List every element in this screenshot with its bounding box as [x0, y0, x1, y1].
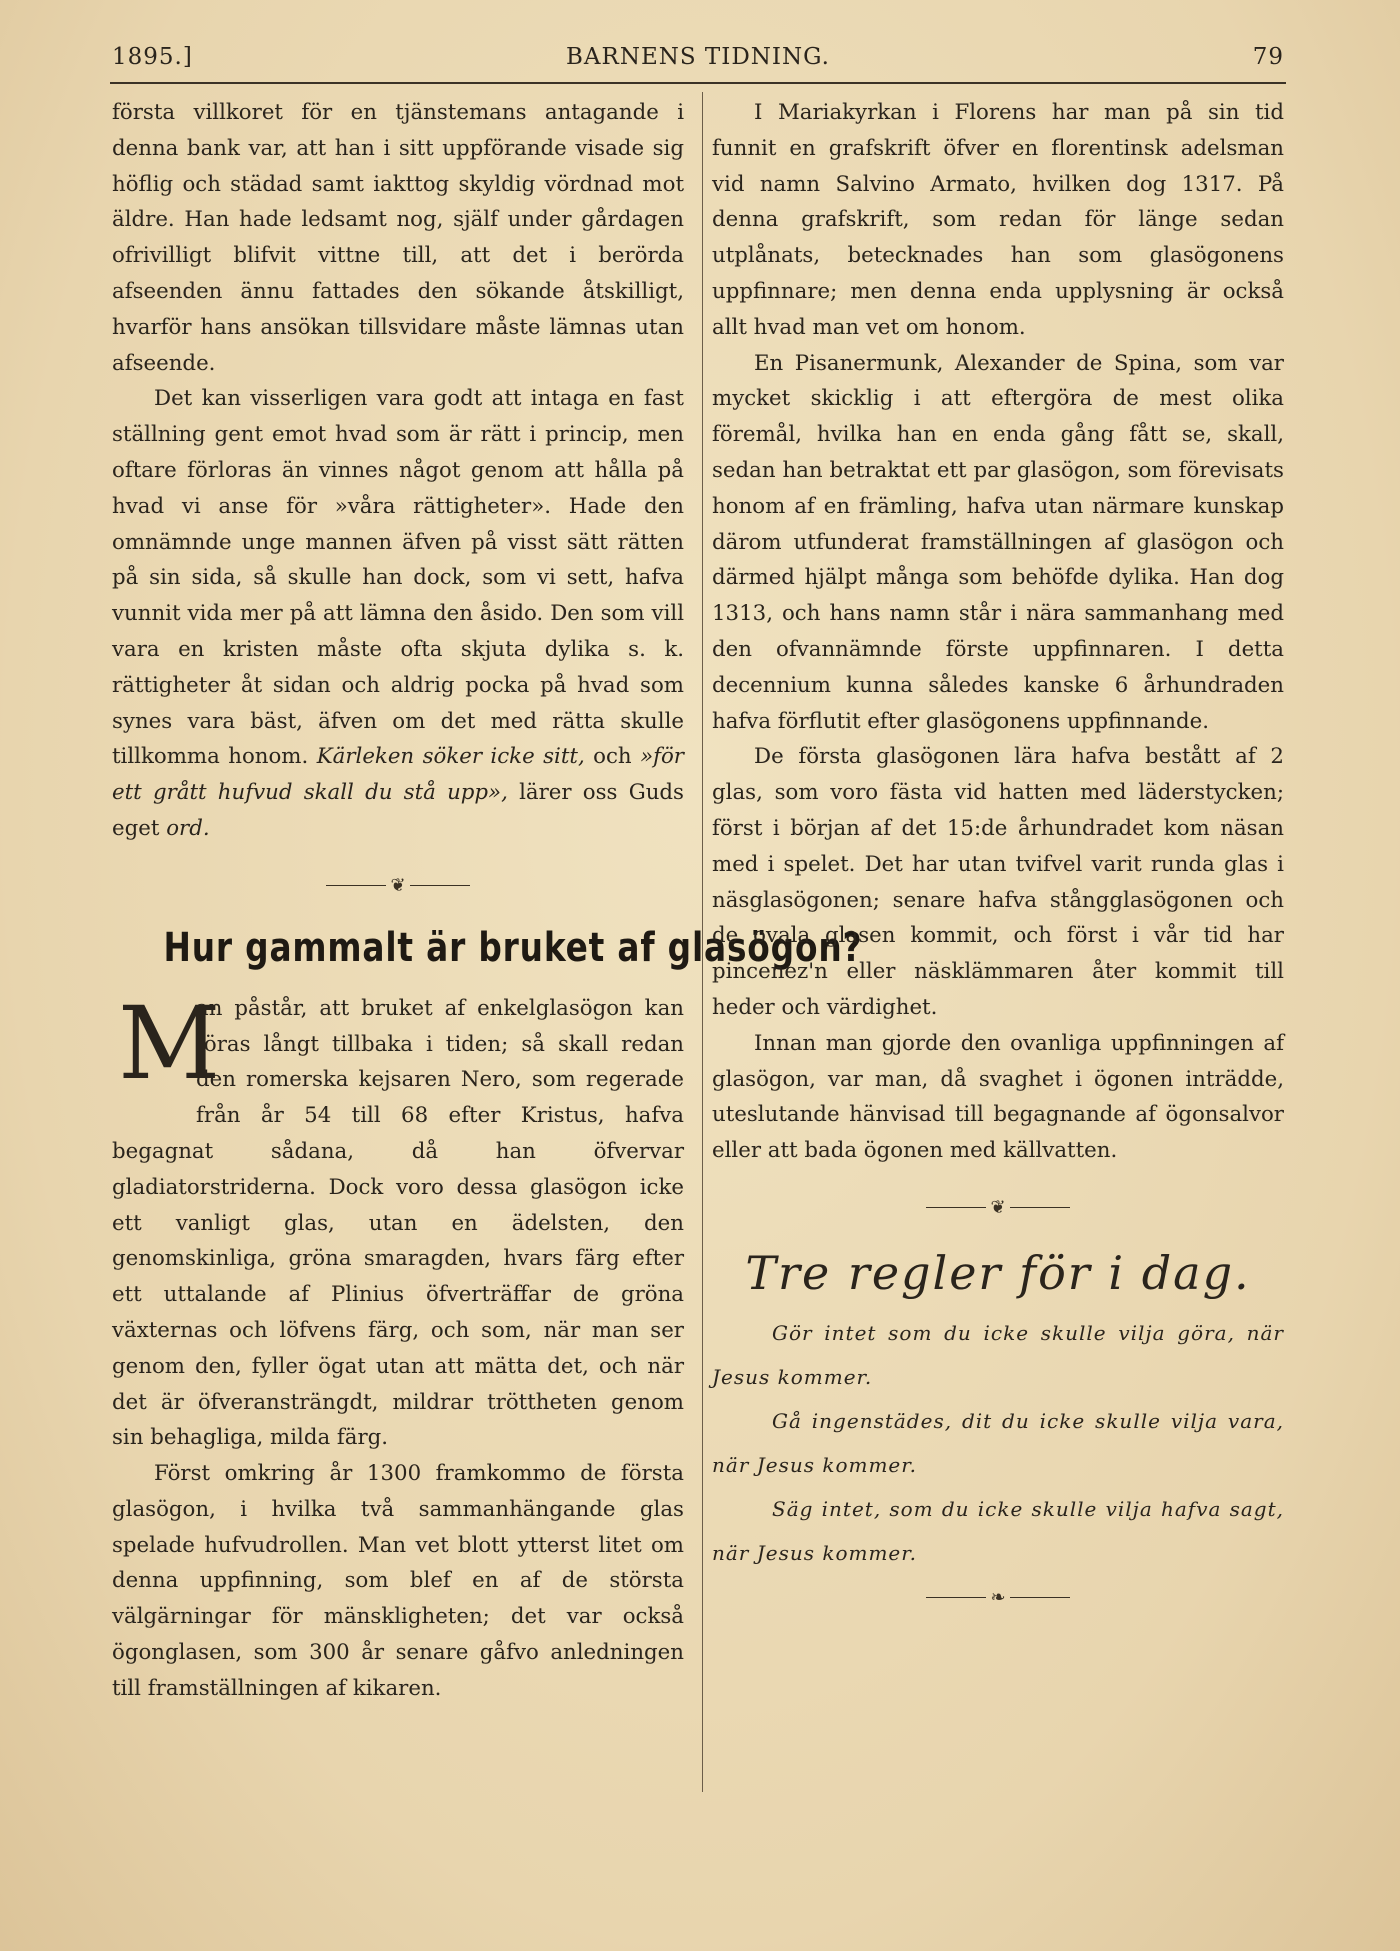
rule-line: Gå ingenstädes, dit du icke skulle vilja vara, när Jesus kommer.: [712, 1408, 1284, 1477]
paragraph-text: an påstår, att bruket af enkelglasögon kan föras långt tillbaka i tiden; så skall redan den romerska kejsaren Nero, som regerade från år 54 till 68 efter Kristus, hafva begagnat sådana, då han öfvervar gladiatorstriderna. Dock voro dessa glasögon icke ett vanligt glas, utan en ädelsten, den genomskinliga, gröna smaragden, hvars färg efter ett uttalande af Plinius öfverträffar de gröna växternas och löfvens färg, och som, när man ser genom den, fyller ögat utan att mätta det, och när det är öfveransträngdt, mildrar tröttheten genom sin behagliga, milda färg.: [112, 995, 684, 1451]
article-title: Hur gammalt är bruket af glasögon?: [163, 924, 863, 971]
rules-title: Tre regler för i dag.: [745, 1245, 1251, 1300]
header-year: 1895.]: [112, 44, 193, 70]
header-page-number: 79: [1252, 44, 1284, 70]
section-separator: [112, 871, 684, 901]
italic-word: ord.: [166, 815, 210, 841]
ornament-icon: ❦: [990, 1196, 1006, 1218]
paragraph: [112, 984, 684, 1456]
ornament-icon: ❧: [990, 1586, 1006, 1608]
separator-line: [326, 885, 386, 886]
left-column: [112, 95, 863, 1707]
separator-line: [1010, 1207, 1070, 1208]
rule-line: Säg intet, som du icke skulle vilja hafva sagt, när Jesus kommer.: [712, 1496, 1284, 1565]
separator-line: [1010, 1597, 1070, 1598]
separator-line: [410, 885, 470, 886]
paragraph: första villkoret för en tjänstemans antagande i denna bank var, att han i sitt uppförande visade sig höflig och städad samt iakttog skyldig vördnad mot äldre. Han hade ledsamt nog, själf under gårdagen ofrivilligt blifvit vittne till, att det i berörda afseenden ännu fattades den sökande åtskilligt, hvarför hans ansökan tillsvidare måste lämnas utan afseende.: [112, 100, 684, 376]
separator-line: [926, 1207, 986, 1208]
end-separator: [712, 1583, 1284, 1613]
italic-quote: Kärleken söker icke sitt,: [316, 744, 585, 770]
drop-cap: [112, 984, 221, 1103]
page-header: [112, 44, 1284, 78]
drop-cap-letter: M: [118, 984, 221, 1102]
header-title: BARNENS TIDNING.: [565, 44, 830, 70]
paragraph: En Pisanermunk, Alexander de Spina, som var mycket skicklig i att eftergöra de mest olika föremål, hvilka han en enda gång fått se, skall, sedan han betraktat ett par glasögon, som förevisats honom af en främling, hafva utan närmare kunskap därom utfunderat framställningen af glasögon och därmed hjälpt många som behöfde dylika. Han dog 1313, och hans namn står i nära sammanhang med den ofvannämnde förste uppfinnaren. I detta decennium kunna således kanske 6 århundraden hafva förflutit efter glasögonens uppfinnande.: [712, 350, 1284, 734]
header-rule: [110, 82, 1286, 84]
paragraph-text: Det kan visserligen vara godt att intaga en fast ställning gent emot hvad som är rätt i princip, men oftare förloras än vinnes något genom att hålla på hvad vi anse för »våra rättigheter». Hade den omnämnde unge mannen äfven på visst sätt rätten på sin sida, så skulle han dock, som vi sett, hafva vunnit vida mer på att lämna den åsido. Den som vill vara en kristen måste ofta skjuta dylika s. k. rättigheter åt sidan och aldrig pocka på hvad som synes vara bäst, äfven om det med rätta skulle tillkomma honom.: [112, 386, 684, 770]
right-column: [712, 95, 1284, 1633]
paragraph: Innan man gjorde den ovanliga uppfinningen af glasögon, var man, då svaghet i ögonen inträdde, uteslutande hänvisad till begagnande af ögonsalvor eller att bada ögonen med källvatten.: [712, 1030, 1284, 1164]
ornament-icon: ❦: [390, 874, 406, 896]
section-separator: [712, 1193, 1284, 1223]
paragraph: De första glasögonen lära hafva bestått af 2 glas, som voro fästa vid hatten med läderstycken; först i början af det 15:de århundradet kom näsan med i spelet. Det har utan tvifvel varit runda glas i näsglasögonen; senare hafva stångglasögonen och de ovala glasen kommit, och först i vår tid har pincenez'n eller näsklämmaren åter kommit till heder och värdighet.: [712, 744, 1284, 1020]
paragraph: I Mariakyrkan i Florens har man på sin tid funnit en grafskrift öfver en florentinsk adelsman vid namn Salvino Armato, hvilken dog 1317. På denna grafskrift, som redan för länge sedan utplånats, betecknades han som glasögonens uppfinnare; men denna enda upplysning är också allt hvad man vet om honom.: [712, 100, 1284, 340]
paragraph: Först omkring år 1300 framkommo de första glasögon, i hvilka två sammanhängande glas spelade hufvudrollen. Man vet blott ytterst litet om denna uppfinning, som blef en af de största välgärningar för mänskligheten; det var också ögonglasen, som 300 år senare gåfvo anledningen till framställningen af kikaren.: [112, 1461, 684, 1701]
paragraph: [112, 381, 684, 846]
separator-line: [926, 1597, 986, 1598]
paragraph-text: lärer oss Guds eget: [112, 780, 684, 841]
paragraph-text: och: [593, 744, 632, 770]
rule-line: Gör intet som du icke skulle vilja göra, när Jesus kommer.: [712, 1320, 1284, 1389]
italic-quote: »för ett grått hufvud skall du stå upp»,: [112, 744, 684, 806]
